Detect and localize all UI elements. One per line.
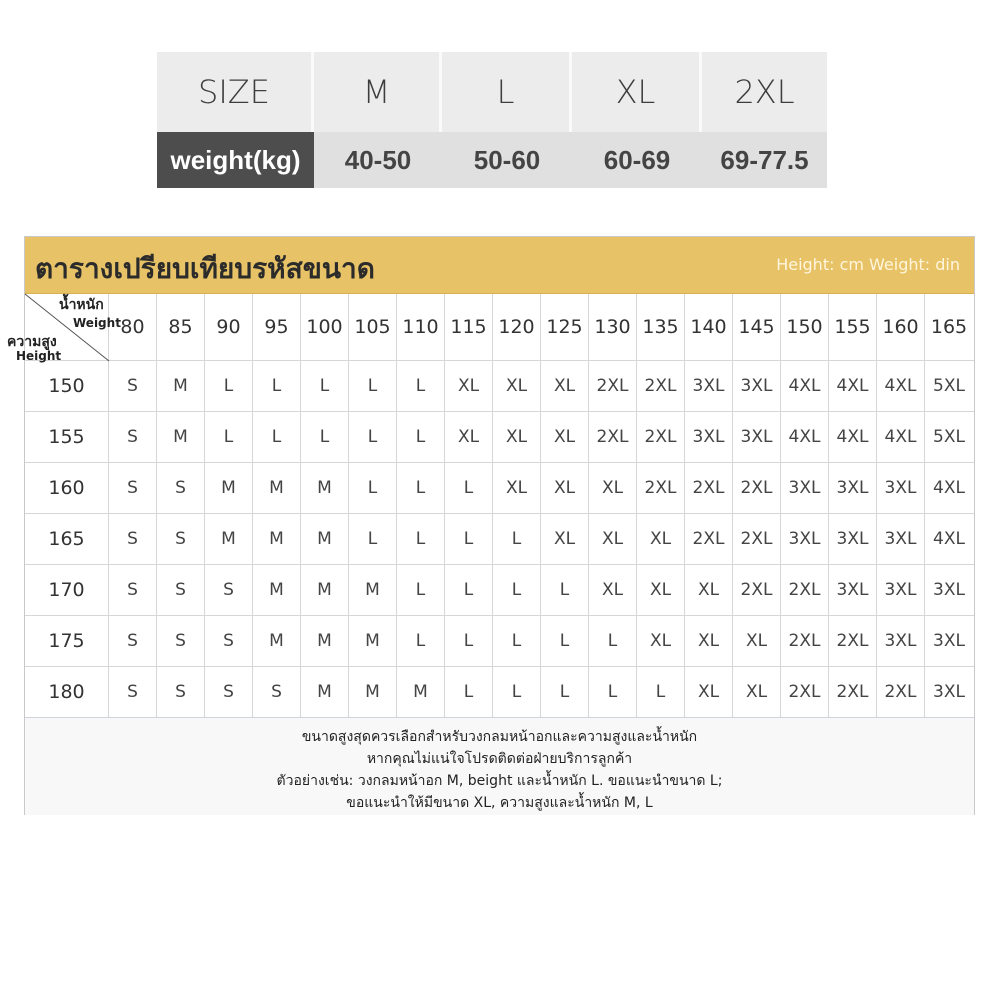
weight-row bbox=[157, 132, 827, 188]
size-cell: L bbox=[301, 361, 349, 411]
size-cell: L bbox=[205, 412, 253, 462]
size-cell: XL bbox=[541, 361, 589, 411]
size-cell: L bbox=[493, 514, 541, 564]
weight-header-cell: 95 bbox=[253, 294, 301, 360]
notes-box bbox=[25, 717, 974, 815]
size-cell: XL bbox=[445, 412, 493, 462]
size-cell: M bbox=[349, 565, 397, 615]
size-cell: 4XL bbox=[829, 361, 877, 411]
size-cell: 4XL bbox=[933, 529, 965, 549]
size-cell: XL bbox=[541, 514, 589, 564]
size-label: SIZE bbox=[157, 52, 314, 132]
size-weight-table bbox=[157, 52, 827, 188]
size-cell: 3XL bbox=[933, 631, 965, 651]
size-cell: 2XL bbox=[589, 412, 637, 462]
size-cell: 2XL bbox=[702, 52, 827, 132]
size-cell: M bbox=[349, 667, 397, 717]
weight-header-cell: 145 bbox=[733, 294, 781, 360]
size-cell: L bbox=[349, 361, 397, 411]
size-cell: XL bbox=[637, 565, 685, 615]
height-cell: 170 bbox=[25, 565, 109, 615]
size-cell: M bbox=[157, 412, 205, 462]
size-cell: M bbox=[301, 667, 349, 717]
size-cell: L bbox=[397, 565, 445, 615]
size-cell: L bbox=[541, 616, 589, 666]
size-cell: M bbox=[301, 514, 349, 564]
size-cell: M bbox=[253, 463, 301, 513]
size-cell: 4XL bbox=[933, 478, 965, 498]
size-cell: 3XL bbox=[829, 565, 877, 615]
size-cell: XL bbox=[541, 463, 589, 513]
size-cell: XL bbox=[685, 616, 733, 666]
chart-subtitle: Height: cm Weight: din bbox=[776, 255, 960, 274]
corner-cell bbox=[7, 294, 121, 363]
size-cell: 2XL bbox=[733, 463, 781, 513]
height-cell: 180 bbox=[25, 667, 109, 717]
height-label-en: Height bbox=[16, 349, 62, 363]
size-cell: L bbox=[442, 52, 572, 132]
size-cell: L bbox=[637, 667, 685, 717]
size-cell: XL bbox=[493, 463, 541, 513]
size-cell: 4XL bbox=[781, 361, 829, 411]
size-cell: L bbox=[397, 463, 445, 513]
size-cell: S bbox=[109, 412, 157, 462]
size-cell: 2XL bbox=[637, 412, 685, 462]
size-grid bbox=[7, 294, 974, 718]
size-cell: 3XL bbox=[877, 616, 925, 666]
size-cell: 3XL bbox=[733, 412, 781, 462]
size-cell: S bbox=[109, 463, 157, 513]
height-cell: 160 bbox=[25, 463, 109, 513]
size-cell: M bbox=[301, 565, 349, 615]
weight-header-cell: 115 bbox=[445, 294, 493, 360]
size-cell: L bbox=[493, 667, 541, 717]
weight-cell: 69-77.5 bbox=[702, 132, 827, 188]
weight-header-cell: 90 bbox=[205, 294, 253, 360]
height-cell: 165 bbox=[25, 514, 109, 564]
weight-header-cell: 110 bbox=[397, 294, 445, 360]
size-cell: M bbox=[301, 616, 349, 666]
size-cell: S bbox=[157, 463, 205, 513]
size-cell: S bbox=[109, 361, 157, 411]
size-cell: L bbox=[589, 616, 637, 666]
size-cell: 5XL bbox=[933, 427, 965, 447]
size-cell: M bbox=[253, 565, 301, 615]
size-cell: L bbox=[445, 616, 493, 666]
size-cell: L bbox=[349, 514, 397, 564]
size-cell: M bbox=[253, 514, 301, 564]
size-cell: XL bbox=[572, 52, 702, 132]
height-cell: 155 bbox=[25, 412, 109, 462]
table-row bbox=[25, 361, 974, 412]
weight-header-row bbox=[7, 294, 974, 363]
weight-header-cell: 100 bbox=[301, 294, 349, 360]
size-cell: XL bbox=[733, 667, 781, 717]
size-cell: M bbox=[397, 667, 445, 717]
size-cell: M bbox=[205, 463, 253, 513]
size-cell: XL bbox=[541, 412, 589, 462]
size-cell: M bbox=[253, 616, 301, 666]
note-line: หากคุณไม่แน่ใจโปรดติดต่อฝ่ายบริการลูกค้า bbox=[366, 751, 633, 767]
size-cell: 3XL bbox=[781, 463, 829, 513]
size-cell: S bbox=[157, 565, 205, 615]
size-cell: 2XL bbox=[589, 361, 637, 411]
size-cell: 3XL bbox=[877, 565, 925, 615]
weight-header-cell: 80 bbox=[109, 294, 157, 360]
size-cell: 2XL bbox=[781, 565, 829, 615]
table-row bbox=[25, 616, 974, 667]
size-cell: L bbox=[397, 616, 445, 666]
weight-label: weight(kg) bbox=[157, 132, 314, 188]
height-cell: 175 bbox=[25, 616, 109, 666]
weight-cell: 60-69 bbox=[572, 132, 702, 188]
size-cell: 4XL bbox=[877, 412, 925, 462]
size-cell: XL bbox=[685, 565, 733, 615]
size-cell: 3XL bbox=[829, 463, 877, 513]
size-cell: 2XL bbox=[733, 514, 781, 564]
size-cell: 4XL bbox=[829, 412, 877, 462]
size-cell: S bbox=[109, 667, 157, 717]
size-cell: L bbox=[541, 565, 589, 615]
weight-header-cell: 160 bbox=[877, 294, 925, 360]
size-cell: 2XL bbox=[877, 667, 925, 717]
size-cell: L bbox=[397, 514, 445, 564]
chart-title: ตารางเปรียบเทียบรหัสขนาด bbox=[35, 252, 375, 285]
size-cell: L bbox=[349, 463, 397, 513]
table-row bbox=[25, 514, 974, 565]
size-comparison-chart bbox=[7, 236, 975, 815]
weight-header-cell: 120 bbox=[493, 294, 541, 360]
size-cell: 3XL bbox=[933, 682, 965, 702]
height-cell: 150 bbox=[25, 361, 109, 411]
weight-header-cell: 85 bbox=[157, 294, 205, 360]
size-cell: XL bbox=[637, 514, 685, 564]
size-cell: XL bbox=[733, 616, 781, 666]
size-cell: 3XL bbox=[685, 361, 733, 411]
size-cell: XL bbox=[493, 412, 541, 462]
size-cell: 3XL bbox=[877, 463, 925, 513]
size-cell: XL bbox=[589, 565, 637, 615]
size-cell: L bbox=[493, 616, 541, 666]
size-cell: 5XL bbox=[933, 376, 965, 396]
size-cell: M bbox=[349, 616, 397, 666]
size-cell: 4XL bbox=[781, 412, 829, 462]
weight-label-en: Weight bbox=[73, 316, 121, 330]
size-cell: S bbox=[109, 565, 157, 615]
size-cell: L bbox=[253, 361, 301, 411]
size-cell: L bbox=[349, 412, 397, 462]
size-cell: S bbox=[109, 514, 157, 564]
size-cell: S bbox=[253, 667, 301, 717]
weight-label-th: น้ำหนัก bbox=[59, 297, 104, 313]
weight-header-cell: 125 bbox=[541, 294, 589, 360]
size-cell: L bbox=[541, 667, 589, 717]
size-cell: L bbox=[589, 667, 637, 717]
size-cell: L bbox=[445, 565, 493, 615]
size-cell: XL bbox=[445, 361, 493, 411]
size-cell: XL bbox=[589, 463, 637, 513]
size-cell: 2XL bbox=[781, 616, 829, 666]
size-cell: 2XL bbox=[829, 667, 877, 717]
size-cell: L bbox=[397, 412, 445, 462]
size-row bbox=[157, 52, 827, 132]
weight-cell: 50-60 bbox=[442, 132, 572, 188]
size-cell: S bbox=[205, 565, 253, 615]
size-cell: L bbox=[445, 463, 493, 513]
size-cell: M bbox=[205, 514, 253, 564]
size-cell: S bbox=[157, 667, 205, 717]
note-line: ตัวอย่างเช่น: วงกลมหน้าอก M, beight และน้ำหนัก L. ขอแนะนำขนาด L; bbox=[276, 773, 723, 789]
size-cell: 2XL bbox=[781, 667, 829, 717]
note-line: ขนาดสูงสุดควรเลือกสำหรับวงกลมหน้าอกและความสูงและน้ำหนัก bbox=[301, 729, 698, 745]
height-label-th: ความสูง bbox=[7, 334, 57, 350]
size-cell: XL bbox=[493, 361, 541, 411]
size-cell: 3XL bbox=[829, 514, 877, 564]
size-cell: 2XL bbox=[685, 514, 733, 564]
size-cell: XL bbox=[637, 616, 685, 666]
size-cell: 3XL bbox=[877, 514, 925, 564]
size-cell: 2XL bbox=[685, 463, 733, 513]
size-cell: 3XL bbox=[781, 514, 829, 564]
size-cell: S bbox=[157, 514, 205, 564]
size-cell: L bbox=[397, 361, 445, 411]
weight-header-cell: 155 bbox=[829, 294, 877, 360]
size-cell: 4XL bbox=[877, 361, 925, 411]
size-cell: XL bbox=[685, 667, 733, 717]
size-cell: 3XL bbox=[685, 412, 733, 462]
size-cell: L bbox=[205, 361, 253, 411]
weight-header-cell: 165 bbox=[930, 316, 968, 338]
size-cell: S bbox=[205, 667, 253, 717]
size-cell: L bbox=[301, 412, 349, 462]
size-cell: XL bbox=[589, 514, 637, 564]
size-cell: M bbox=[301, 463, 349, 513]
size-cell: M bbox=[314, 52, 442, 132]
size-cell: S bbox=[109, 616, 157, 666]
weight-cell: 40-50 bbox=[314, 132, 442, 188]
size-cell: 2XL bbox=[637, 361, 685, 411]
size-cell: 2XL bbox=[829, 616, 877, 666]
note-line: ขอแนะนำให้มีขนาด XL, ความสูงและน้ำหนัก M, L bbox=[346, 795, 653, 811]
size-cell: 2XL bbox=[637, 463, 685, 513]
weight-header-cell: 130 bbox=[589, 294, 637, 360]
weight-header-cell: 140 bbox=[685, 294, 733, 360]
size-cell: M bbox=[157, 361, 205, 411]
table-row bbox=[25, 565, 974, 616]
size-cell: 2XL bbox=[733, 565, 781, 615]
weight-header-cell: 150 bbox=[781, 294, 829, 360]
size-cell: L bbox=[493, 565, 541, 615]
weight-header-cell: 135 bbox=[637, 294, 685, 360]
table-row bbox=[25, 463, 974, 514]
size-cell: S bbox=[157, 616, 205, 666]
size-cell: L bbox=[253, 412, 301, 462]
size-cell: S bbox=[205, 616, 253, 666]
table-row bbox=[25, 667, 974, 718]
size-cell: L bbox=[445, 514, 493, 564]
size-cell: L bbox=[445, 667, 493, 717]
size-cell: 3XL bbox=[733, 361, 781, 411]
chart-header bbox=[25, 237, 974, 294]
weight-header-cell: 105 bbox=[349, 294, 397, 360]
table-row bbox=[25, 412, 974, 463]
size-cell: 3XL bbox=[933, 580, 965, 600]
